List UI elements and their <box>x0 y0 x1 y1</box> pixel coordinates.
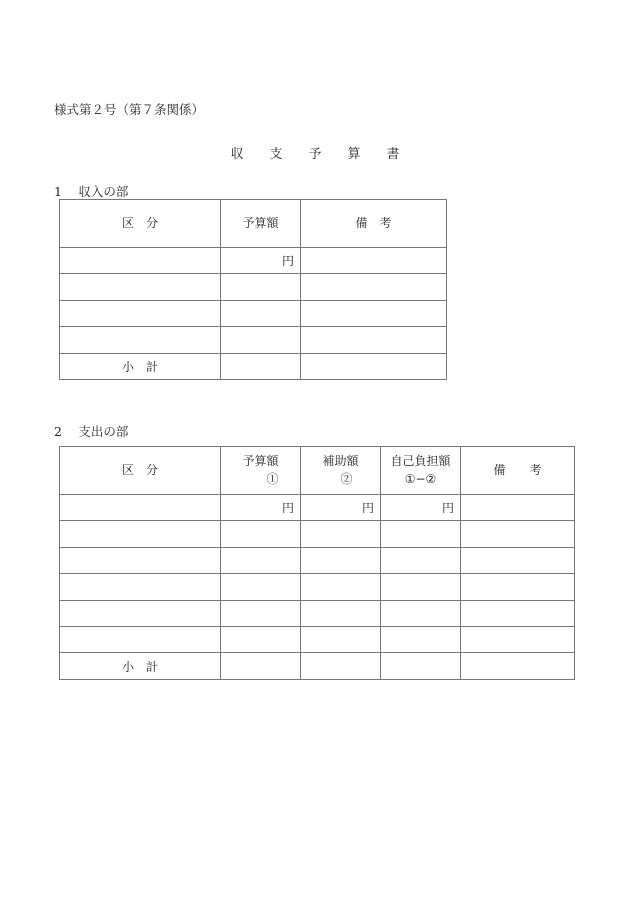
income-col-remarks: 備 考 <box>301 200 447 248</box>
table-cell[interactable] <box>301 574 381 600</box>
table-row <box>60 327 447 353</box>
table-cell[interactable] <box>221 274 301 300</box>
table-cell[interactable] <box>60 495 221 521</box>
table-cell[interactable] <box>221 600 301 626</box>
table-cell[interactable] <box>60 327 221 353</box>
table-cell[interactable] <box>221 626 301 652</box>
expense-col-remarks: 備 考 <box>461 447 575 495</box>
table-cell[interactable] <box>221 353 301 379</box>
table-cell[interactable] <box>461 574 575 600</box>
table-cell[interactable] <box>381 626 461 652</box>
income-col-budget: 予算額 <box>221 200 301 248</box>
income-section-heading: 1 収入の部 <box>54 184 129 199</box>
table-cell[interactable] <box>301 521 381 547</box>
table-cell[interactable] <box>301 653 381 679</box>
expense-budget-yen-unit: 円 <box>221 495 301 521</box>
table-cell[interactable] <box>381 653 461 679</box>
expense-table <box>59 446 575 680</box>
table-cell[interactable] <box>60 300 221 326</box>
table-cell[interactable] <box>221 653 301 679</box>
table-cell[interactable] <box>461 521 575 547</box>
table-cell[interactable] <box>301 327 447 353</box>
table-cell[interactable] <box>221 547 301 573</box>
income-col-category: 区 分 <box>60 200 221 248</box>
table-row <box>60 574 575 600</box>
expense-header-row <box>60 447 575 495</box>
form-number: 様式第２号（第７条関係） <box>54 102 205 117</box>
table-cell[interactable] <box>301 300 447 326</box>
expense-col-budget: 予算額 ① <box>221 447 301 495</box>
table-row <box>60 547 575 573</box>
table-cell[interactable] <box>461 547 575 573</box>
table-cell[interactable] <box>301 600 381 626</box>
expense-col-self-pay: 自己負担額 ①−② <box>381 447 461 495</box>
expense-subtotal-label: 小 計 <box>60 653 221 679</box>
income-header-row <box>60 200 447 248</box>
table-cell[interactable] <box>60 626 221 652</box>
expense-subtotal-row <box>60 653 575 679</box>
table-cell[interactable] <box>60 274 221 300</box>
table-cell[interactable] <box>221 574 301 600</box>
income-table <box>59 199 447 380</box>
table-cell[interactable] <box>221 327 301 353</box>
table-row <box>60 274 447 300</box>
table-cell[interactable] <box>301 626 381 652</box>
income-budget-yen-unit: 円 <box>221 248 301 274</box>
table-row <box>60 300 447 326</box>
expense-self-pay-yen-unit: 円 <box>381 495 461 521</box>
expense-subsidy-yen-unit: 円 <box>301 495 381 521</box>
table-cell[interactable] <box>381 547 461 573</box>
table-cell[interactable] <box>221 300 301 326</box>
expense-col-category: 区 分 <box>60 447 221 495</box>
table-cell[interactable] <box>60 547 221 573</box>
table-row <box>60 626 575 652</box>
expense-col-subsidy: 補助額 ② <box>301 447 381 495</box>
table-cell[interactable] <box>60 248 221 274</box>
table-cell[interactable] <box>461 626 575 652</box>
table-row <box>60 521 575 547</box>
table-cell[interactable] <box>381 574 461 600</box>
table-row <box>60 600 575 626</box>
table-cell[interactable] <box>381 600 461 626</box>
table-cell[interactable] <box>301 547 381 573</box>
table-cell[interactable] <box>60 600 221 626</box>
table-row <box>60 248 447 274</box>
table-cell[interactable] <box>301 353 447 379</box>
table-cell[interactable] <box>461 653 575 679</box>
document-title: 収 支 予 算 書 <box>230 147 400 162</box>
expense-section-heading: 2 支出の部 <box>54 424 129 439</box>
table-cell[interactable] <box>221 521 301 547</box>
income-subtotal-row <box>60 353 447 379</box>
table-cell[interactable] <box>301 248 447 274</box>
table-cell[interactable] <box>60 574 221 600</box>
table-cell[interactable] <box>461 600 575 626</box>
income-subtotal-label: 小 計 <box>60 353 221 379</box>
table-row <box>60 495 575 521</box>
table-cell[interactable] <box>461 495 575 521</box>
table-cell[interactable] <box>381 521 461 547</box>
table-cell[interactable] <box>60 521 221 547</box>
table-cell[interactable] <box>301 274 447 300</box>
